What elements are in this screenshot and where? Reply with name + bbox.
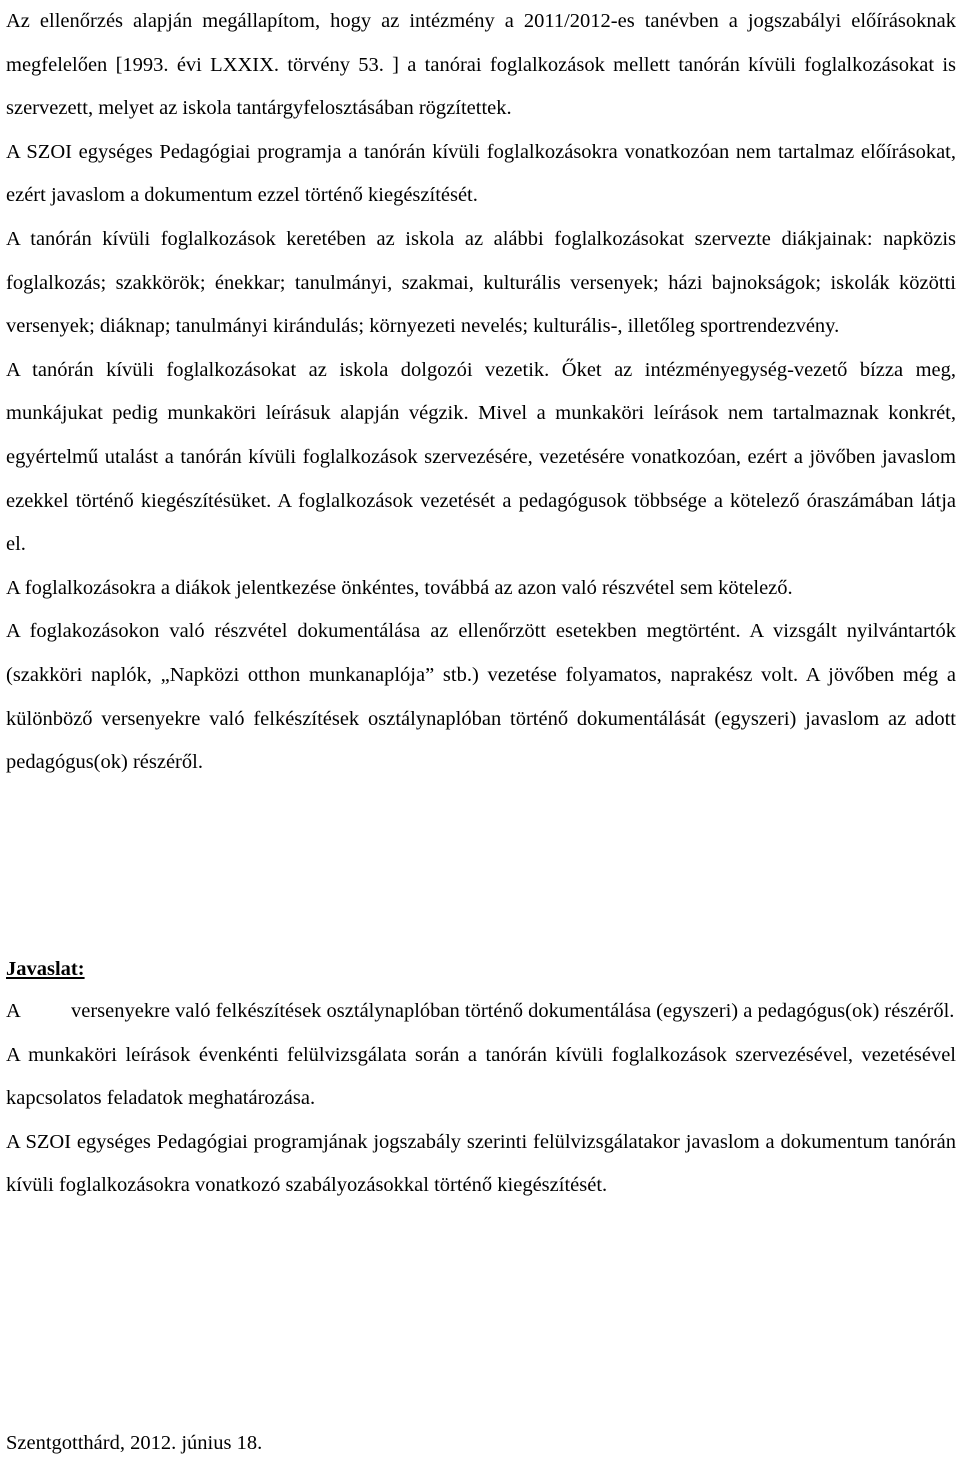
proposal-item-1-lead: A [6,1000,21,1022]
proposal-item-3: A SZOI egységes Pedagógiai programjának jogszabály szerinti felülvizsgálatakor javaslom a dokumentum tanórán kívüli foglalkozásokra vonatkozó szabályozásokkal történő kiegészítését. [6,1130,956,1197]
paragraph-2: A SZOI egységes Pedagógiai programja a tanórán kívüli foglalkozásokra vonatkozóan nem tartalmaz előírásokat, ezért javaslom a dokumentum ezzel történő kiegészítését. [6,140,956,207]
paragraph-4: A tanórán kívüli foglalkozásokat az iskola dolgozói vezetik. Őket az intézményegység-vezető bízza meg, munkájukat pedig munkaköri leírásuk alapján végzik. Mivel a munkaköri leírások nem tartalmaznak konkrét, egyértelmű utalást a tanórán kívüli foglalkozások szervezésére, vezetésére vonatkozóan, ezért a jövőben javaslom ezekkel történő kiegészítésüket. A foglalkozások vezetését a pedagógusok többsége a kötelező óraszámában látja el. [6,358,956,556]
proposal-item-1 [6,990,956,1034]
proposal-item-1-text: versenyekre való felkészítések osztálynaplóban történő dokumentálása (egyszeri) a pedagógus(ok) részéről. [71,1000,955,1022]
paragraph-3: A tanórán kívüli foglalkozások keretében az iskola az alábbi foglalkozásokat szervezte diákjainak: napközis foglalkozás; szakkörök; énekkar; tanulmányi, szakmai, kulturális versenyek; házi bajnokságok; iskolák közötti versenyek; diáknap; tanulmányi kirándulás; környezeti nevelés; kulturális-, illetőleg sportrendezvény. [6,227,956,338]
proposal-item-2: A munkaköri leírások évenkénti felülvizsgálata során a tanórán kívüli foglalkozások szervezésével, vezetésével kapcsolatos feladatok meghatározása. [6,1043,956,1110]
proposal-list [6,990,956,1208]
proposal-heading: Javaslat: [6,958,85,980]
paragraph-5: A foglalkozásokra a diákok jelentkezése önkéntes, továbbá az azon való részvétel sem kötelező. [6,576,793,599]
signature-line: Szentgotthárd, 2012. június 18. [6,1432,263,1454]
paragraph-1: Az ellenőrzés alapján megállapítom, hogy az intézmény a 2011/2012-es tanévben a jogszabályi előírásoknak megfelelően [1993. évi LXXIX. törvény 53. ] a tanórai foglalkozások mellett tanórán kívüli foglalkozásokat is szervezett, melyet az iskola tantárgyfelosztásában rögzítettek. [6,10,956,120]
document-body [6,0,956,785]
paragraph-6: A foglakozásokon való részvétel dokumentálása az ellenőrzött esetekben megtörtént. A vizsgált nyilvántartók (szakköri naplók, „Napközi otthon munkanaplója” stb.) vezetése folyamatos, naprakész volt. A jövőben még a különböző versenyekre való felkészítések osztálynaplóban történő dokumentálását (egyszeri) javaslom az adott pedagógus(ok) részéről. [6,620,956,774]
